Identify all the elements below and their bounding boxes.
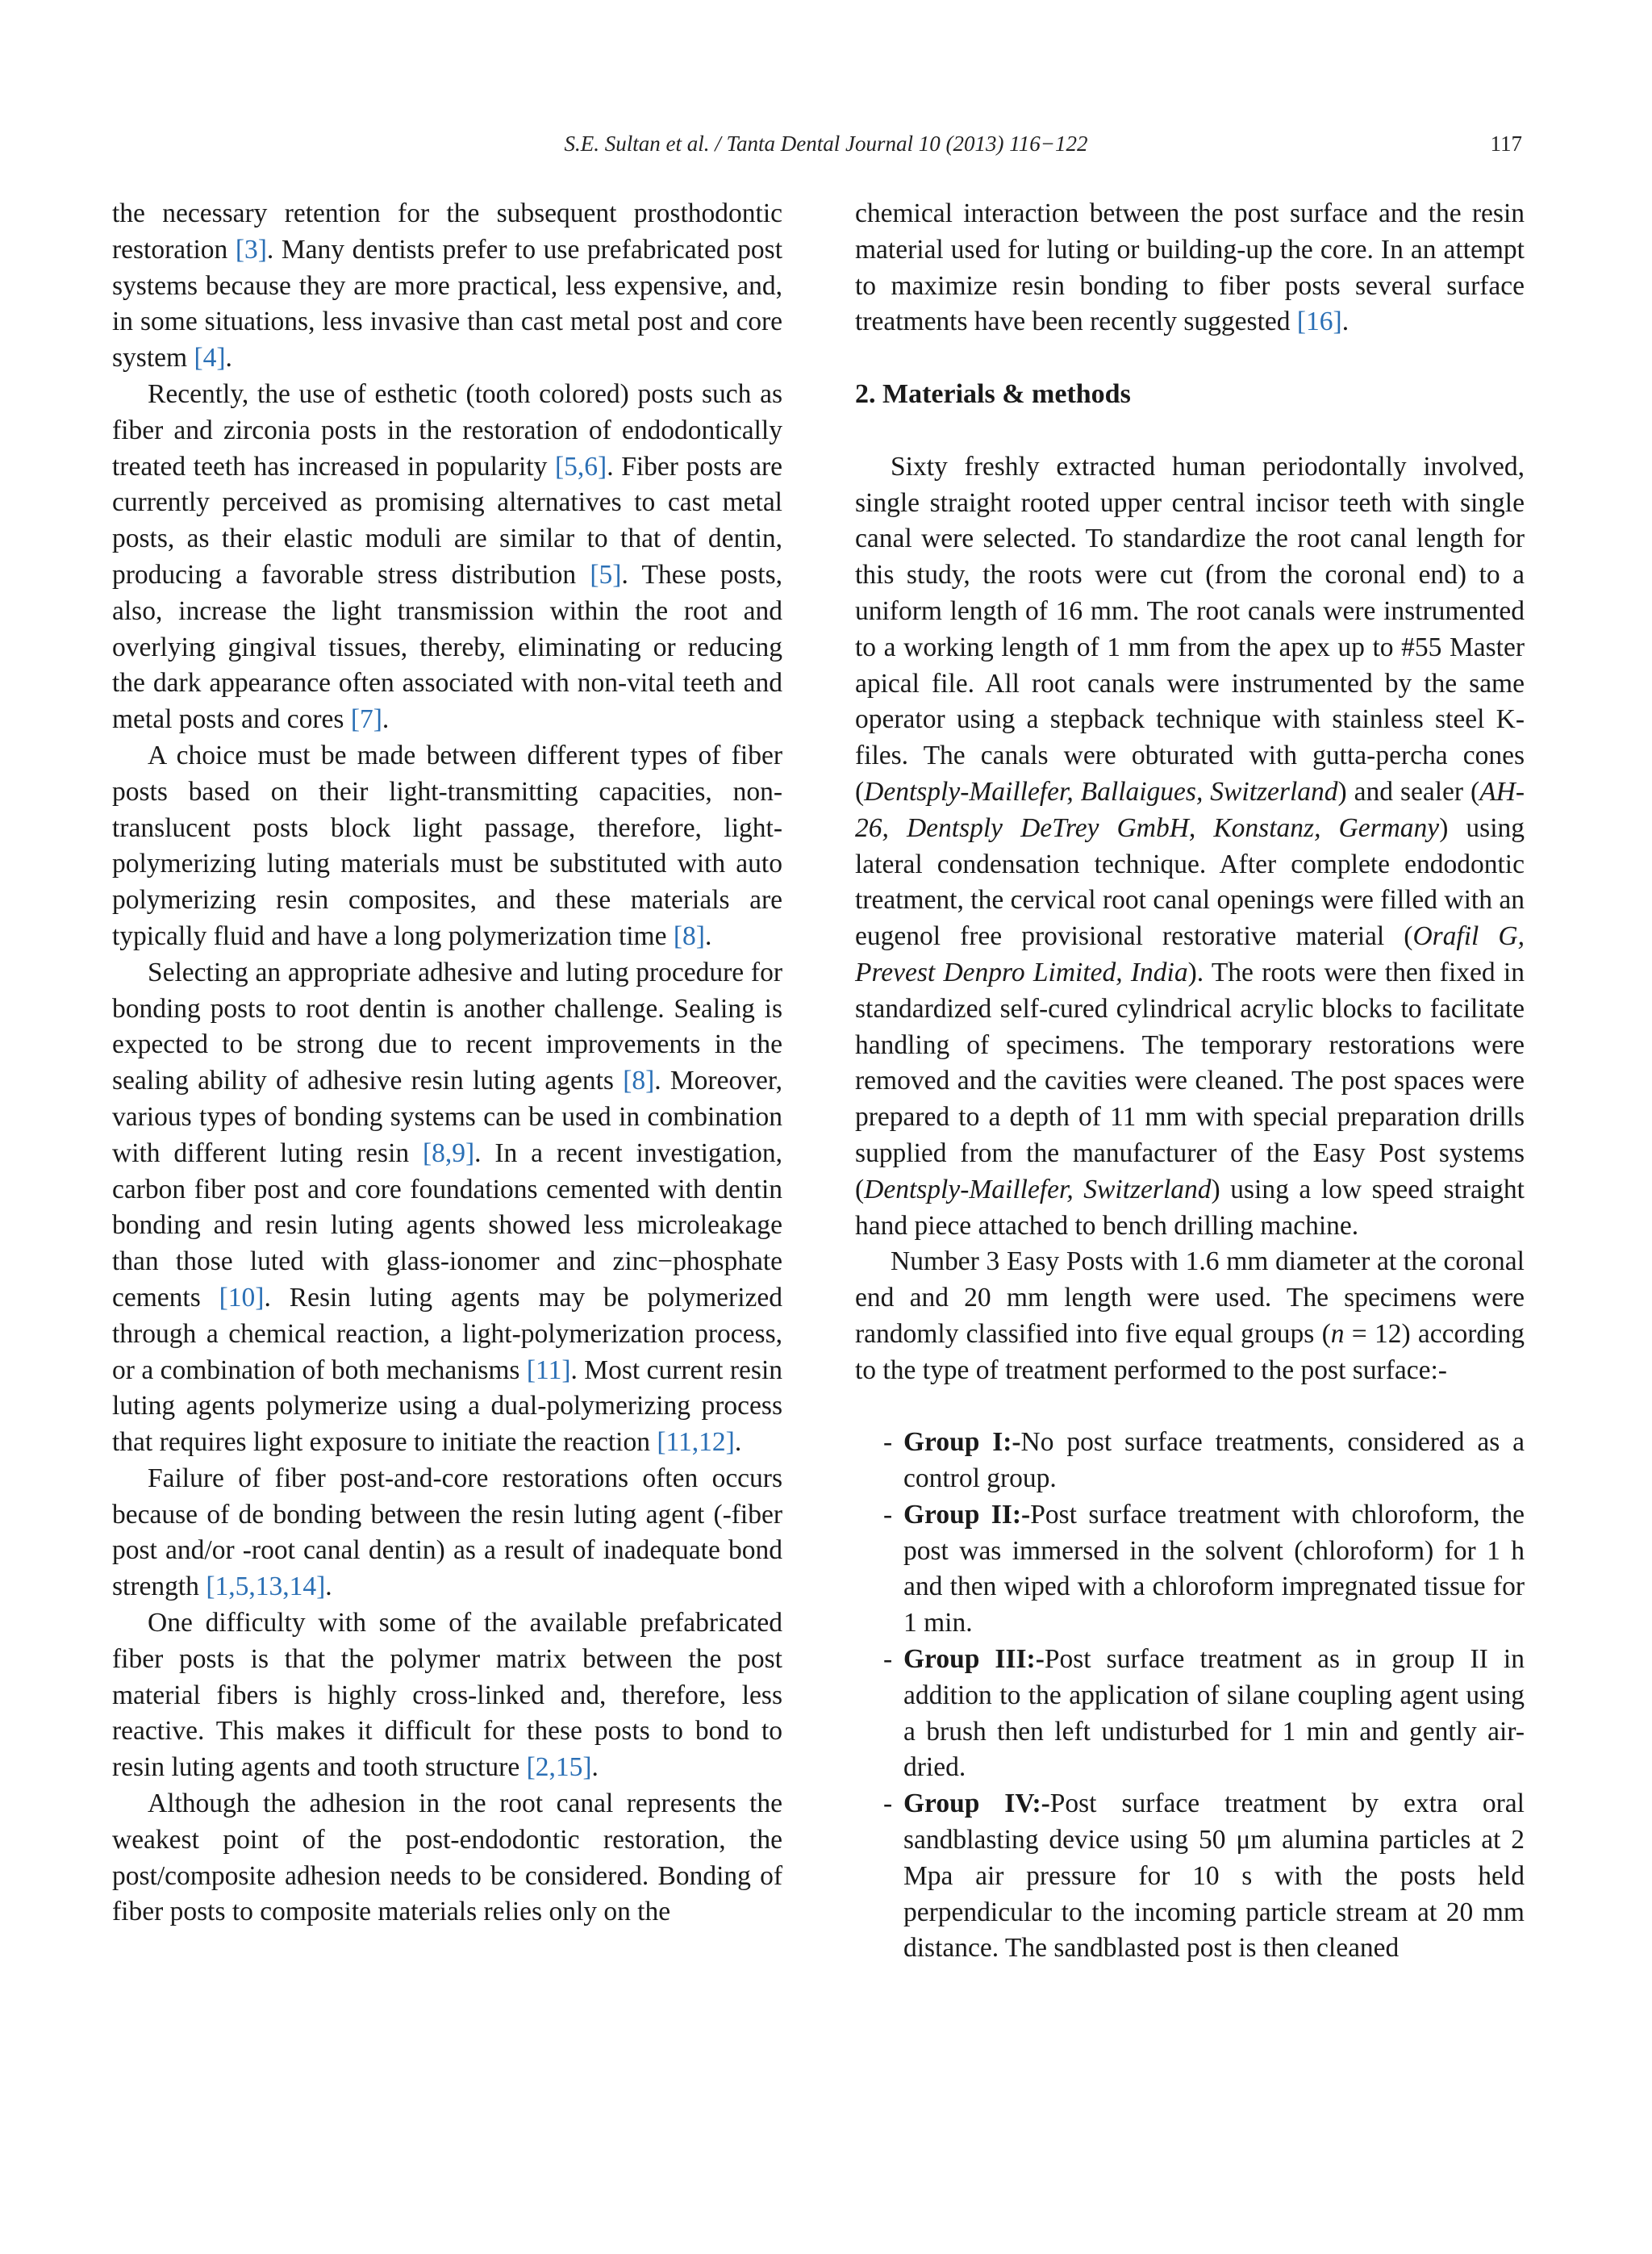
citation-link[interactable]: [11] [526,1354,571,1385]
citation-link[interactable]: [5] [590,559,622,590]
text: the necessary retention for the subsequent prosthodontic restoration [112,198,782,265]
paragraph [112,1461,782,1605]
list-item [855,1425,1525,1497]
citation-link[interactable]: [8,9] [422,1137,475,1168]
text: Recently, the use of esthetic (tooth colored) posts such as fiber and zirconia posts in the restoration of endodontically treated teeth has increased in popularity [112,378,782,482]
text: ) using lateral condensation technique. After complete endodontic treatment, the cervical root canal openings were filled with an eugenol free provisional restorative material ( [855,812,1525,952]
text: Failure of fiber post-and-core restorations often occurs because of de bonding between the resin luting agent (-fiber post and/or -root canal dentin) as a result of inadequate bond strength [112,1463,782,1602]
paragraph [855,1244,1525,1388]
italic-text: Orafil G, Prevest Denpro Limited, India [855,921,1525,987]
group-label: Group I:- [903,1427,1021,1458]
text: . Many dentists prefer to use prefabricated post systems because they are more practical, less expensive, and, in some situations, less invasive than cast metal post and core system [112,234,782,374]
group-label: Group IV:- [903,1789,1050,1819]
paragraph [855,196,1525,340]
text: . [382,704,390,735]
text: . [1341,307,1350,337]
text: . [704,920,712,951]
list-item [855,1642,1525,1786]
text: . Resin luting agents may be polymerized through a chemical reaction, a light-polymerization process, or a combination of both mechanisms [112,1282,782,1385]
page-number: 117 [1490,131,1522,156]
paragraph [112,1605,782,1786]
list-item [855,1497,1525,1642]
citation-link[interactable]: [16] [1296,307,1342,337]
text: . In a recent investigation, carbon fiber post and core foundations cemented with dentin bonding and resin luting agents showed less microleakage than those luted with glass-ionomer and zinc−phosphate cements [112,1137,782,1313]
text: ) and sealer ( [1337,776,1480,807]
text: . [225,343,232,374]
right-column [855,196,1525,1967]
text: . These posts, also, increase the light transmission within the root and overlying gingival tissues, thereby, eliminating or reducing the dark appearance often associated with non-vital teeth and metal posts and cores [112,559,783,735]
group-label: Group III:- [903,1644,1045,1675]
text: Sixty freshly extracted human periodontally involved, single straight rooted upper central incisor teeth with single canal were selected. To standardize the root canal length for this study, the roots were cut (from the coronal end) to a uniform length of 16 mm. The root canals were instrumented to a working length of 1 mm from the apex up to #55 Master apical file. All root canals were instrumented by the same operator using a stepback technique with stainless steel K-files. The canals were obturated with gutta-percha cones ( [855,451,1525,807]
paragraph [112,955,782,1461]
text: Number 3 Easy Posts with 1.6 mm diameter at the coronal end and 20 mm length were used. The specimens were randomly classified into five equal groups ( [855,1246,1525,1349]
citation-link[interactable]: [2,15] [526,1752,592,1783]
citation-link[interactable]: [4] [194,343,226,374]
text: . [591,1752,599,1783]
citation-link[interactable]: [8] [623,1066,655,1096]
text: ). The roots were then fixed in standardized self-cured cylindrical acrylic blocks to facilitate handling of specimens. The temporary restorations were removed and the cavities were cleaned. The post spaces were prepared to a depth of 11 mm with special preparation drills supplied from the manufacturer of the Easy Post systems ( [855,957,1525,1204]
italic-text: Dentsply-Maillefer, Ballaigues, Switzerland [864,776,1338,807]
citation-link[interactable]: [10] [219,1282,265,1313]
list-item [855,1786,1525,1967]
text: Although the adhesion in the root canal represents the weakest point of the post-endodontic restoration, the post/composite adhesion needs to be considered. Bonding of fiber posts to composite materials relies only on the [112,1789,782,1927]
text: . [734,1427,742,1458]
italic-text: AH-26, Dentsply DeTrey GmbH, Konstanz, Germany [855,776,1525,843]
text: . Most current resin luting agents polymerize using a dual-polymerizing process that requires light exposure to initiate the reaction [112,1354,783,1458]
italic-text: Dentsply-Maillefer, Switzerland [864,1174,1212,1204]
citation-link[interactable]: [11,12] [657,1427,735,1458]
text: One difficulty with some of the available prefabricated fiber posts is that the polymer matrix between the post material fibers is highly cross-linked and, therefore, less reactive. This makes it difficult for these posts to bond to resin luting agents and tooth structure [112,1608,782,1783]
paragraph [112,738,782,955]
paragraph [855,449,1525,1245]
group-description: No post surface treatments, considered as a control group. [903,1427,1525,1494]
paragraph [112,196,782,377]
text: = 12) according to the type of treatment performed to the post surface:- [855,1318,1525,1385]
citation-link[interactable]: [7] [350,704,382,735]
text: A choice must be made between different types of fiber posts based on their light-transmitting capacities, non-translucent posts block light passage, therefore, light-polymerizing luting materials must be substituted with auto polymerizing resin composites, and these materials are typically fluid and have a long polymerization time [112,740,782,951]
list-dash: - [883,1789,893,1819]
group-description: Post surface treatment by extra oral sandblasting device using 50 μm alumina particles at 2 Mpa air pressure for 10 s with the posts held perpendicular to the incoming particle stream at 20 mm distance. The sandblasted post is then cleaned [903,1789,1525,1964]
text: ) using a low speed straight hand piece attached to bench drilling machine. [855,1174,1525,1241]
citation-link[interactable]: [8] [673,920,705,951]
citation-link[interactable]: [1,5,13,14] [206,1572,326,1602]
journal-citation: S.E. Sultan et al. / Tanta Dental Journal 10 (2013) 116−122 [564,131,1088,156]
list-dash: - [883,1427,893,1458]
group-label: Group II:- [903,1499,1031,1530]
text: Selecting an appropriate adhesive and luting procedure for bonding posts to root dentin is another challenge. Sealing is expected to be strong due to recent improvements in the sealing ability of adhesive resin luting agents [112,957,782,1096]
paragraph [112,1786,782,1931]
left-column [112,196,782,1931]
citation-link[interactable]: [3] [235,234,267,265]
list-dash: - [883,1644,893,1675]
italic-text: n [1330,1318,1345,1349]
list-dash: - [883,1499,893,1530]
paragraph [112,377,782,738]
text: . [325,1572,332,1602]
text: . Moreover, various types of bonding systems can be used in combination with different luting resin [112,1066,783,1168]
group-description: Post surface treatment as in group II in addition to the application of silane coupling agent using a brush then left undisturbed for 1 min and gently air-dried. [903,1644,1525,1783]
section-heading: 2. Materials & methods [855,378,1131,409]
group-description: Post surface treatment with chloroform, the post was immersed in the solvent (chloroform) for 1 h and then wiped with a chloroform impregnated tissue for 1 min. [903,1499,1525,1638]
running-header [0,127,1652,160]
citation-link[interactable]: [5,6] [555,451,607,482]
text: chemical interaction between the post surface and the resin material used for luting or building-up the core. In an attempt to maximize resin bonding to fiber posts several surface treatments have been recently suggested [855,198,1525,337]
text: . Fiber posts are currently perceived as promising alternatives to cast metal posts, as their elastic moduli are similar to that of dentin, producing a favorable stress distribution [112,451,782,590]
group-list [855,1425,1525,1967]
